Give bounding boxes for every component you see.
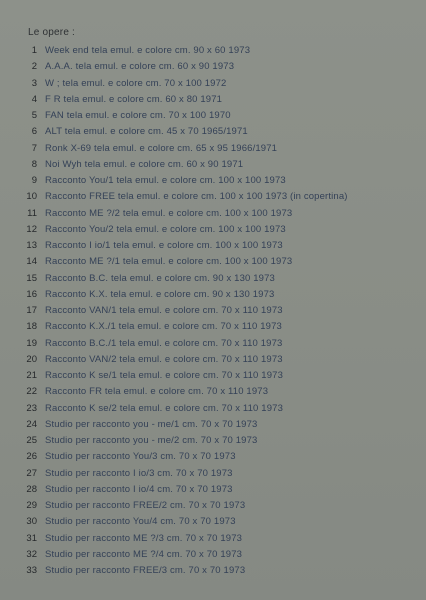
item-description: Studio per racconto You/3 cm. 70 x 70 1973 — [45, 451, 236, 463]
item-number: 27 — [26, 467, 37, 479]
item-number: 22 — [26, 386, 37, 398]
item-description: Studio per racconto You/4 cm. 70 x 70 1973 — [45, 516, 236, 528]
item-description: Racconto VAN/1 tela emul. e colore cm. 70 x 110 1973 — [45, 305, 283, 316]
item-number: 21 — [26, 370, 37, 381]
item-number: 12 — [26, 223, 37, 235]
page-heading: Le opere : — [28, 27, 76, 38]
item-number: 26 — [26, 451, 37, 463]
item-number: 3 — [31, 77, 37, 89]
item-number: 14 — [26, 256, 37, 268]
item-description: Ronk X-69 tela emul. e colore cm. 65 x 95 1966/1971 — [45, 142, 278, 154]
item-number: 11 — [27, 207, 37, 219]
item-description: Racconto VAN/2 tela emul. e colore cm. 70 x 110 1973 — [45, 353, 283, 365]
item-description: Studio per racconto ME ?/4 cm. 70 x 70 1973 — [45, 548, 243, 560]
item-number: 13 — [26, 240, 37, 251]
item-number: 7 — [31, 142, 37, 154]
item-number: 15 — [26, 272, 37, 284]
item-number: 25 — [26, 435, 37, 446]
item-number: 30 — [26, 516, 37, 528]
item-description: Racconto ME ?/2 tela emul. e colore cm. 100 x 100 1973 — [45, 207, 293, 219]
item-number: 2 — [31, 61, 37, 73]
item-description: Racconto B.C./1 tela emul. e colore cm. 70 x 110 1973 — [45, 337, 283, 349]
item-description: Week end tela emul. e colore cm. 90 x 60 1973 — [45, 45, 251, 56]
item-description: Racconto I io/1 tela emul. e colore cm. 100 x 100 1973 — [45, 240, 283, 251]
item-description: FAN tela emul. e colore cm. 70 x 100 1970 — [45, 110, 231, 121]
item-description: Studio per racconto you - me/1 cm. 70 x 70 1973 — [45, 418, 258, 430]
item-description: Studio per racconto I io/4 cm. 70 x 70 1973 — [45, 483, 233, 495]
item-description: Studio per racconto you - me/2 cm. 70 x 70 1973 — [45, 435, 258, 446]
item-description: Racconto You/2 tela emul. e colore cm. 100 x 100 1973 — [45, 223, 286, 235]
item-number: 23 — [26, 402, 37, 414]
item-number: 10 — [26, 191, 37, 203]
item-description: Racconto K.X./1 tela emul. e colore cm. 70 x 110 1973 — [45, 321, 282, 333]
item-number: 19 — [26, 337, 37, 349]
item-number: 4 — [31, 93, 37, 105]
item-number: 18 — [26, 321, 37, 333]
item-number: 6 — [31, 126, 37, 138]
item-description: Racconto K se/1 tela emul. e colore cm. 70 x 110 1973 — [45, 370, 284, 381]
item-number: 33 — [26, 565, 37, 576]
item-description: Noi Wyh tela emul. e colore cm. 60 x 90 1971 — [45, 158, 244, 170]
item-number: 31 — [26, 532, 37, 544]
item-number: 24 — [26, 418, 37, 430]
item-number: 5 — [31, 110, 37, 121]
item-number: 9 — [31, 175, 37, 186]
item-description: Studio per racconto FREE/2 cm. 70 x 70 1973 — [45, 500, 246, 511]
item-number: 29 — [26, 500, 37, 511]
item-description: ALT tela emul. e colore cm. 45 x 70 1965/1971 — [45, 126, 248, 138]
item-description: W ; tela emul. e colore cm. 70 x 100 1972 — [45, 77, 227, 89]
item-description: Racconto K se/2 tela emul. e colore cm. 70 x 110 1973 — [45, 402, 284, 414]
item-description: Racconto FREE tela emul. e colore cm. 100 x 100 1973 (in copertina) — [45, 191, 348, 203]
item-description: Racconto FR tela emul. e colore cm. 70 x 110 1973 — [45, 386, 269, 398]
item-number: 17 — [26, 305, 37, 316]
item-number: 1 — [31, 45, 37, 56]
item-number: 20 — [26, 353, 37, 365]
item-description: Racconto ME ?/1 tela emul. e colore cm. 100 x 100 1973 — [45, 256, 293, 268]
item-number: 28 — [26, 483, 37, 495]
item-description: Studio per racconto I io/3 cm. 70 x 70 1973 — [45, 467, 233, 479]
item-description: Studio per racconto ME ?/3 cm. 70 x 70 1973 — [45, 532, 243, 544]
item-number: 8 — [31, 158, 37, 170]
item-number: 16 — [26, 288, 37, 300]
item-description: A.A.A. tela emul. e colore cm. 60 x 90 1973 — [45, 61, 235, 73]
item-description: Racconto You/1 tela emul. e colore cm. 100 x 100 1973 — [45, 175, 286, 186]
item-description: Racconto B.C. tela emul. e colore cm. 90 x 130 1973 — [45, 272, 275, 284]
item-description: Studio per racconto FREE/3 cm. 70 x 70 1973 — [45, 565, 246, 576]
item-description: F R tela emul. e colore cm. 60 x 80 1971 — [45, 93, 223, 105]
item-description: Racconto K.X. tela emul. e colore cm. 90 x 130 1973 — [45, 288, 275, 300]
item-number: 32 — [26, 548, 37, 560]
